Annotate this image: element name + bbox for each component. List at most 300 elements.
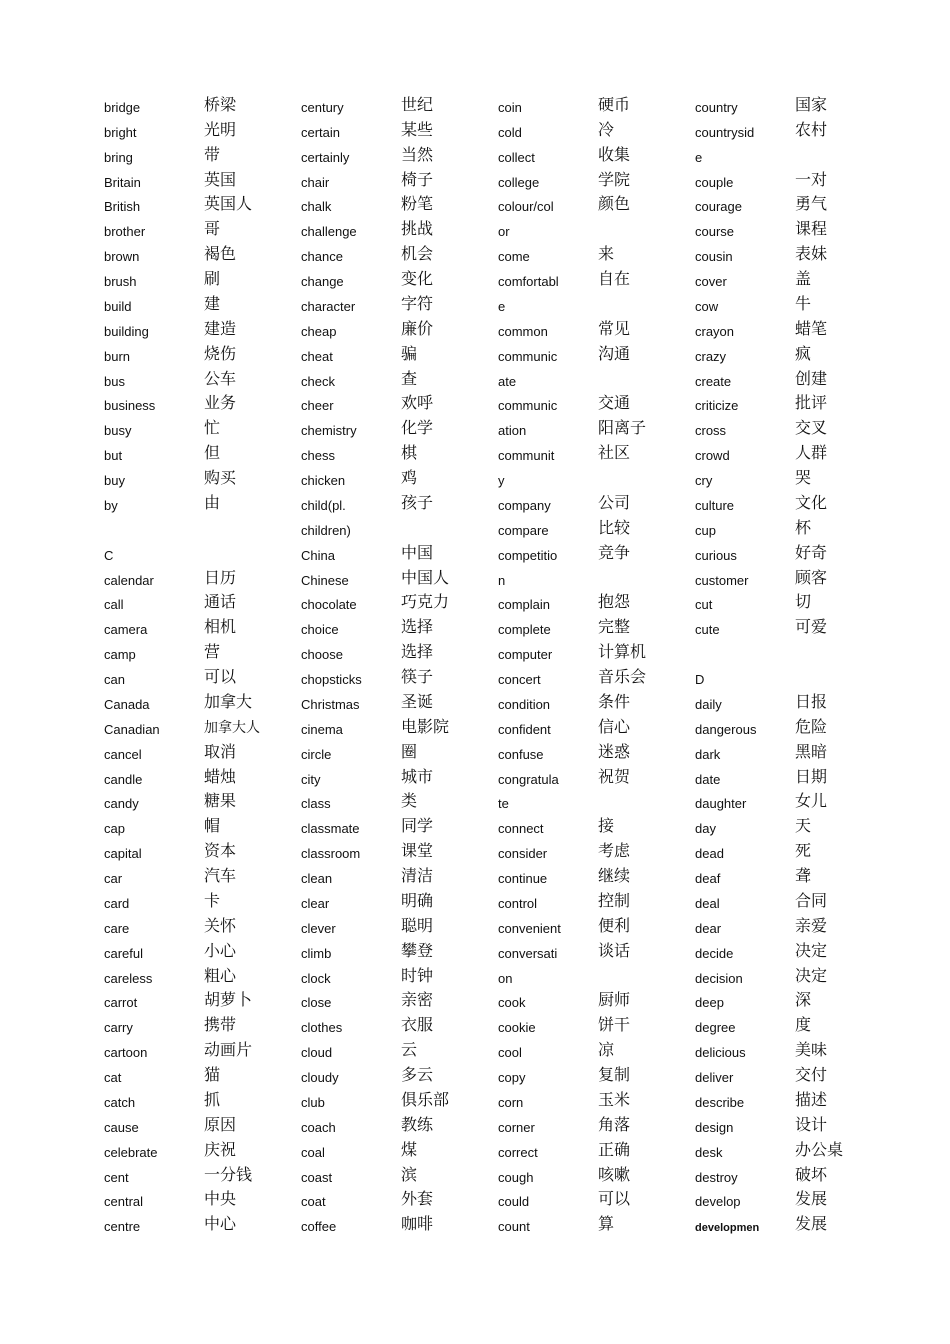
vocab-row — [301, 341, 491, 366]
chinese-translation: 公车 — [204, 368, 237, 388]
english-word: confident — [498, 721, 551, 737]
english-word: count — [498, 1219, 530, 1235]
chinese-translation: 选择 — [401, 642, 434, 662]
english-word: congratula — [498, 771, 559, 787]
vocab-row — [498, 1012, 688, 1037]
english-word: centre — [104, 1219, 141, 1235]
english-word: capital — [104, 846, 142, 862]
chinese-translation: 聪明 — [401, 915, 434, 935]
chinese-translation: 筷子 — [401, 667, 434, 686]
english-word: convenient — [498, 920, 561, 936]
english-word: Canada — [104, 696, 150, 712]
vocab-row — [104, 117, 294, 142]
chinese-translation: 骗 — [401, 343, 418, 363]
english-word: country — [695, 99, 738, 115]
chinese-translation: 凉 — [598, 1040, 615, 1060]
vocab-row — [695, 142, 885, 167]
vocab-row — [695, 1162, 885, 1187]
english-word: change — [301, 274, 344, 289]
chinese-translation: 可爱 — [795, 617, 828, 637]
vocab-row — [498, 142, 688, 167]
chinese-translation: 颜色 — [598, 194, 631, 214]
vocab-row — [104, 913, 294, 938]
chinese-translation: 光明 — [204, 119, 237, 139]
vocab-row — [695, 92, 885, 117]
english-word: chance — [301, 249, 343, 265]
chinese-translation: 发展 — [795, 1189, 828, 1209]
english-word: ate — [498, 373, 517, 389]
english-word: connect — [498, 821, 544, 837]
vocab-row — [695, 590, 885, 615]
vocab-row — [104, 92, 294, 117]
vocab-row — [498, 1037, 688, 1062]
vocab-row — [301, 316, 491, 341]
vocab-row — [695, 739, 885, 764]
english-word: compare — [498, 522, 549, 538]
vocab-row — [301, 689, 491, 714]
chinese-translation: 设计 — [795, 1114, 828, 1134]
english-word: decision — [695, 970, 743, 986]
vocab-row — [301, 440, 491, 465]
chinese-translation: 女儿 — [795, 791, 828, 811]
vocab-row — [695, 1112, 885, 1137]
chinese-translation: 国家 — [795, 94, 828, 114]
english-word: te — [498, 796, 509, 812]
vocab-row — [301, 1012, 491, 1037]
chinese-translation: 烧伤 — [204, 343, 237, 363]
vocab-row — [498, 92, 688, 117]
vocab-row — [498, 167, 688, 192]
chinese-translation: 欢呼 — [401, 393, 434, 413]
english-word: clear — [301, 895, 330, 911]
vocab-row — [301, 92, 491, 117]
vocab-row — [695, 1037, 885, 1062]
chinese-translation: 煤 — [401, 1139, 418, 1159]
vocab-row — [498, 1187, 688, 1212]
chinese-translation: 课程 — [795, 219, 828, 239]
vocab-row — [104, 565, 294, 590]
vocab-row — [695, 540, 885, 565]
chinese-translation: 粉笔 — [401, 194, 434, 214]
chinese-translation: 挑战 — [401, 219, 434, 239]
chinese-translation: 俱乐部 — [401, 1089, 450, 1109]
chinese-translation: 英国人 — [204, 194, 253, 214]
english-word: camp — [104, 647, 136, 663]
english-word: catch — [104, 1094, 136, 1110]
english-word: by — [104, 497, 118, 513]
english-word: or — [498, 224, 510, 240]
english-word: calendar — [104, 572, 154, 588]
vocab-row — [104, 714, 294, 739]
chinese-translation: 日期 — [795, 766, 828, 786]
vocab-row — [695, 167, 885, 192]
chinese-translation: 合同 — [795, 890, 828, 910]
english-word: crazy — [695, 348, 727, 364]
vocab-row — [301, 565, 491, 590]
vocab-row — [498, 1112, 688, 1137]
chinese-translation: 汽车 — [204, 866, 237, 885]
english-word: Canadian — [104, 721, 160, 737]
chinese-translation: 厨师 — [598, 990, 631, 1010]
vocab-row — [104, 291, 294, 316]
english-word: Britain — [104, 174, 141, 190]
chinese-translation: 棋 — [401, 443, 418, 463]
vocab-row — [104, 1137, 294, 1162]
vocab-row — [695, 391, 885, 416]
chinese-translation: 中国 — [401, 542, 434, 562]
vocab-row — [695, 863, 885, 888]
vocab-row — [301, 1137, 491, 1162]
vocab-row — [301, 291, 491, 316]
vocab-row — [301, 192, 491, 217]
english-word: n — [498, 572, 506, 588]
english-word: clock — [301, 970, 331, 986]
chinese-translation: 咳嗽 — [598, 1164, 631, 1184]
english-word: e — [695, 149, 703, 165]
vocab-row — [301, 1062, 491, 1087]
vocab-row — [498, 291, 688, 316]
vocab-row — [301, 465, 491, 490]
chinese-translation: 建 — [204, 293, 221, 313]
english-word: British — [104, 199, 141, 215]
english-word: car — [104, 871, 123, 886]
vocab-row — [301, 913, 491, 938]
vocab-column-2 — [301, 92, 491, 1236]
chinese-translation: 度 — [795, 1015, 812, 1035]
chinese-translation: 同学 — [401, 816, 434, 836]
vocab-row — [498, 639, 688, 664]
chinese-translation: 廉价 — [401, 318, 434, 338]
vocab-row — [695, 1187, 885, 1212]
chinese-translation: 深 — [795, 990, 812, 1010]
vocab-row — [498, 216, 688, 241]
chinese-translation: 日报 — [795, 691, 828, 711]
english-word: criticize — [695, 398, 739, 414]
vocab-row — [301, 241, 491, 266]
chinese-translation: 日历 — [204, 567, 237, 587]
chinese-translation: 一对 — [795, 169, 828, 189]
english-word: developmen — [695, 1222, 760, 1235]
vocab-row — [104, 1062, 294, 1087]
vocab-row — [301, 216, 491, 241]
chinese-translation: 交付 — [795, 1065, 828, 1084]
vocab-row — [301, 863, 491, 888]
chinese-translation: 角落 — [598, 1114, 631, 1134]
english-word: crowd — [695, 448, 730, 464]
vocab-row — [301, 614, 491, 639]
english-word: dear — [695, 920, 722, 936]
vocab-row — [695, 241, 885, 266]
english-word: computer — [498, 647, 553, 663]
english-word: complain — [498, 597, 551, 613]
english-word: busy — [104, 423, 132, 439]
chinese-translation: 帽 — [204, 816, 221, 836]
chinese-translation: 猫 — [204, 1065, 221, 1084]
chinese-translation: 控制 — [598, 890, 631, 910]
english-word: careful — [104, 945, 144, 961]
chinese-translation: 购买 — [204, 468, 237, 487]
english-word: climb — [301, 945, 332, 961]
english-word: certainly — [301, 149, 350, 165]
vocab-row — [498, 963, 688, 988]
english-word: daughter — [695, 796, 747, 812]
english-word: on — [498, 970, 513, 986]
english-word: coffee — [301, 1219, 337, 1235]
chinese-translation: 桥梁 — [204, 94, 237, 114]
vocab-row — [104, 1012, 294, 1037]
english-word: deal — [695, 895, 720, 911]
vocab-row — [695, 789, 885, 814]
english-word: cousin — [695, 249, 733, 265]
chinese-translation: 可以 — [598, 1189, 631, 1209]
chinese-translation: 当然 — [401, 144, 434, 164]
chinese-translation: 多云 — [401, 1065, 434, 1084]
chinese-translation: 疯 — [795, 343, 812, 363]
vocab-row — [301, 1162, 491, 1187]
english-word: C — [104, 547, 114, 563]
english-word: cut — [695, 597, 713, 613]
english-word: children) — [301, 522, 351, 538]
chinese-translation: 中国人 — [401, 567, 450, 587]
vocab-row — [301, 391, 491, 416]
english-word: come — [498, 249, 530, 265]
english-word: couple — [695, 174, 734, 190]
vocab-row — [498, 1162, 688, 1187]
vocab-row — [695, 1087, 885, 1112]
english-word: brush — [104, 274, 137, 289]
chinese-translation: 加拿大 — [204, 691, 253, 711]
english-word: cloud — [301, 1045, 333, 1061]
chinese-translation: 清洁 — [401, 866, 434, 885]
english-word: cheat — [301, 348, 333, 364]
english-word: challenge — [301, 224, 357, 240]
chinese-translation: 破坏 — [795, 1164, 828, 1184]
vocab-row — [498, 540, 688, 565]
chinese-translation: 自在 — [598, 269, 631, 288]
vocab-row — [695, 938, 885, 963]
english-word: colour/col — [498, 199, 554, 215]
english-word: dark — [695, 746, 721, 762]
chinese-translation: 阳离子 — [598, 418, 647, 438]
english-word: coal — [301, 1144, 325, 1160]
vocab-row — [498, 614, 688, 639]
chinese-translation: 决定 — [795, 965, 828, 985]
vocab-row — [498, 465, 688, 490]
vocab-row — [498, 888, 688, 913]
chinese-translation: 资本 — [204, 841, 237, 861]
vocab-row — [301, 838, 491, 863]
vocab-row — [301, 1187, 491, 1212]
vocab-row — [104, 142, 294, 167]
vocab-row — [498, 714, 688, 739]
chinese-translation: 外套 — [401, 1189, 434, 1209]
vocab-row — [695, 988, 885, 1013]
vocab-row — [695, 515, 885, 540]
vocab-row — [498, 266, 688, 291]
english-word: cat — [104, 1070, 122, 1085]
vocab-row — [301, 1211, 491, 1236]
vocab-row — [498, 764, 688, 789]
chinese-translation: 加拿大人 — [204, 719, 260, 736]
english-word: child(pl. — [301, 497, 346, 513]
vocab-row — [104, 266, 294, 291]
chinese-translation: 收集 — [598, 144, 631, 164]
chinese-translation: 类 — [401, 791, 418, 811]
english-word: check — [301, 373, 335, 389]
vocab-row — [695, 913, 885, 938]
vocab-row — [301, 813, 491, 838]
chinese-translation: 学院 — [598, 169, 631, 189]
chinese-translation: 选择 — [401, 617, 434, 637]
vocab-row — [104, 1211, 294, 1236]
english-word: consider — [498, 846, 548, 862]
vocab-row — [695, 838, 885, 863]
chinese-translation: 哭 — [795, 468, 812, 487]
english-word: corner — [498, 1119, 535, 1135]
chinese-translation: 抱怨 — [598, 592, 631, 612]
chinese-translation: 中心 — [204, 1214, 237, 1234]
chinese-translation: 完整 — [598, 617, 631, 637]
chinese-translation: 祝贺 — [598, 766, 631, 786]
vocab-row — [498, 838, 688, 863]
vocab-row — [695, 714, 885, 739]
chinese-translation: 由 — [204, 492, 221, 512]
chinese-translation: 美味 — [795, 1040, 828, 1060]
vocab-row — [498, 1137, 688, 1162]
english-word: company — [498, 497, 551, 513]
english-word: cute — [695, 622, 720, 638]
english-word: cross — [695, 423, 727, 439]
english-word: day — [695, 821, 716, 837]
vocab-row — [301, 714, 491, 739]
chinese-translation: 正确 — [598, 1139, 631, 1159]
chinese-translation: 字符 — [401, 293, 434, 313]
chinese-translation: 携带 — [204, 1015, 237, 1035]
vocab-row — [104, 515, 294, 540]
english-word: competitio — [498, 547, 558, 563]
english-word: careless — [104, 970, 153, 986]
vocab-row — [498, 341, 688, 366]
chinese-translation: 圈 — [401, 741, 418, 761]
chinese-translation: 英国 — [204, 169, 237, 189]
chinese-translation: 机会 — [401, 244, 434, 264]
english-word: ation — [498, 423, 527, 439]
vocab-row — [695, 614, 885, 639]
english-word: cool — [498, 1045, 522, 1061]
english-word: certain — [301, 124, 341, 140]
chinese-translation: 迷惑 — [598, 741, 631, 761]
vocab-column-1 — [104, 92, 294, 1236]
chinese-translation: 攀登 — [401, 940, 434, 960]
english-word: chocolate — [301, 597, 357, 613]
english-word: cry — [695, 473, 713, 488]
vocab-row — [301, 988, 491, 1013]
vocab-row — [695, 1012, 885, 1037]
vocab-row — [695, 117, 885, 142]
vocab-row — [498, 192, 688, 217]
chinese-translation: 哥 — [204, 219, 221, 239]
chinese-translation: 建造 — [204, 318, 237, 338]
chinese-translation: 好奇 — [795, 542, 828, 562]
chinese-translation: 人群 — [795, 443, 828, 463]
chinese-translation: 衣服 — [401, 1015, 434, 1035]
chinese-translation: 发展 — [795, 1214, 828, 1234]
english-word: cough — [498, 1169, 534, 1185]
vocab-row — [498, 1211, 688, 1236]
vocab-row — [498, 789, 688, 814]
vocab-row — [498, 739, 688, 764]
vocab-row — [695, 316, 885, 341]
chinese-translation: 电影院 — [401, 716, 450, 736]
english-word: carry — [104, 1020, 133, 1036]
vocab-row — [104, 863, 294, 888]
chinese-translation: 农村 — [795, 119, 828, 139]
chinese-translation: 中央 — [204, 1189, 237, 1209]
english-word: describe — [695, 1094, 745, 1110]
english-word: dangerous — [695, 721, 757, 737]
chinese-translation: 明确 — [401, 890, 434, 910]
english-word: cap — [104, 821, 125, 837]
english-word: cold — [498, 124, 522, 140]
chinese-translation: 可以 — [204, 667, 237, 686]
vocab-row — [104, 1187, 294, 1212]
english-word: curious — [695, 547, 737, 563]
vocab-column-3 — [498, 92, 688, 1236]
vocab-row — [695, 490, 885, 515]
vocab-row — [498, 316, 688, 341]
english-word: cookie — [498, 1020, 536, 1036]
chinese-translation: 取消 — [204, 741, 237, 761]
vocab-row — [498, 1062, 688, 1087]
english-word: building — [104, 323, 149, 339]
english-word: copy — [498, 1070, 526, 1085]
vocab-row — [104, 391, 294, 416]
english-word: complete — [498, 622, 551, 638]
chinese-translation: 比较 — [598, 517, 631, 537]
english-word: cancel — [104, 746, 142, 762]
chinese-translation: 糖果 — [204, 791, 237, 811]
english-word: college — [498, 174, 540, 190]
english-word: cheap — [301, 323, 337, 339]
chinese-translation: 盖 — [795, 269, 812, 288]
vocab-row — [104, 1037, 294, 1062]
vocab-row — [695, 465, 885, 490]
english-word: burn — [104, 348, 131, 364]
vocab-row — [104, 963, 294, 988]
chinese-translation: 椅子 — [401, 169, 434, 189]
english-word: build — [104, 298, 132, 314]
english-word: cover — [695, 274, 727, 289]
vocab-row — [695, 291, 885, 316]
chinese-translation: 云 — [401, 1040, 418, 1060]
vocab-row — [498, 515, 688, 540]
chinese-translation: 算 — [598, 1214, 615, 1234]
english-word: countrysid — [695, 124, 755, 140]
chinese-translation: 危险 — [795, 716, 828, 736]
english-word: communic — [498, 398, 558, 414]
chinese-translation: 某些 — [401, 119, 434, 139]
chinese-translation: 死 — [795, 841, 812, 861]
chinese-translation: 孩子 — [401, 492, 434, 512]
vocab-row — [104, 465, 294, 490]
chinese-translation: 蜡烛 — [204, 766, 237, 786]
english-word: confuse — [498, 746, 544, 762]
vocab-row — [104, 192, 294, 217]
chinese-translation: 常见 — [598, 318, 631, 338]
chinese-translation: 变化 — [401, 269, 434, 288]
chinese-translation: 世纪 — [401, 94, 434, 114]
chinese-translation: 但 — [204, 443, 221, 463]
